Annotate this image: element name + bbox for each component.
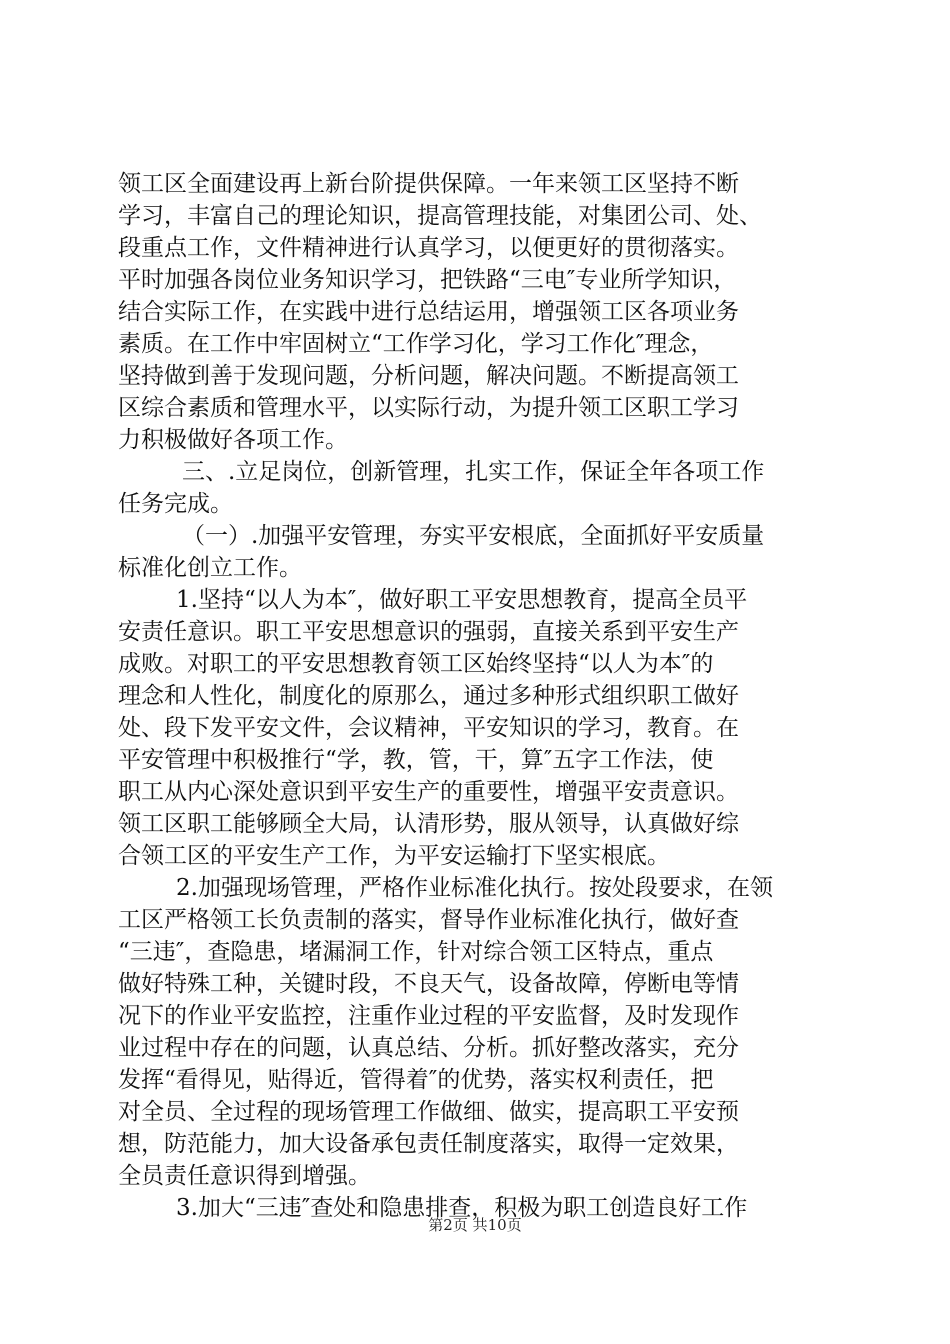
text-line: 安责任意识。职工平安思想意识的强弱，直接关系到平安生产	[118, 619, 739, 645]
text-line: 全员责任意识得到增强。	[118, 1163, 371, 1189]
text-line: 标准化创立工作。	[118, 555, 302, 581]
text-line: 平安管理中积极推行“学，教，管，干，算″五字工作法，使	[118, 747, 714, 773]
paragraph-start: 1.坚持“以人为本″，做好职工平安思想教育，提高全员平	[176, 587, 748, 613]
text-line: 理念和人性化，制度化的原那么，通过多种形式组织职工做好	[118, 683, 739, 709]
text-line: 领工区全面建设再上新台阶提供保障。一年来领工区坚持不断	[118, 171, 739, 197]
text-line: 想，防范能力，加大设备承包责任制度落实，取得一定效果，	[118, 1131, 739, 1157]
text-line: 任务完成。	[118, 491, 233, 517]
text-line: 做好特殊工种，关键时段，不良天气，设备故障，停断电等情	[118, 971, 739, 997]
subsection-heading: （一）.加强平安管理，夯实平安根底，全面抓好平安质量	[182, 523, 765, 549]
text-line: 素质。在工作中牢固树立“工作学习化，学习工作化″理念，	[118, 331, 714, 357]
text-line: 处、段下发平安文件，会议精神，平安知识的学习，教育。在	[118, 715, 739, 741]
text-line: 平时加强各岗位业务知识学习，把铁路“三电″专业所学知识，	[118, 267, 737, 293]
text-line: 段重点工作，文件精神进行认真学习，以便更好的贯彻落实。	[118, 235, 739, 261]
text-line: 职工从内心深处意识到平安生产的重要性，增强平安责意识。	[118, 779, 739, 805]
text-line: 况下的作业平安监控，注重作业过程的平安监督，及时发现作	[118, 1003, 739, 1029]
text-line: 发挥“看得见，贴得近，管得着″的优势，落实权利责任，把	[118, 1067, 714, 1093]
body-text	[118, 168, 848, 1224]
text-line: 成败。对职工的平安思想教育领工区始终坚持“以人为本″的	[118, 651, 714, 677]
paragraph-start: 2.加强现场管理，严格作业标准化执行。按处段要求，在领	[176, 875, 773, 901]
text-line: 力积极做好各项工作。	[118, 427, 348, 453]
paragraph-start: 3.加大“三违″查处和隐患排查，积极为职工创造良好工作	[176, 1195, 748, 1221]
text-line: 工区严格领工长负责制的落实，督导作业标准化执行，做好查	[118, 907, 739, 933]
text-line: 学习，丰富自己的理论知识，提高管理技能，对集团公司、处、	[118, 203, 762, 229]
page-number-footer: 第2页 共10页	[428, 1216, 522, 1234]
text-line: 合领工区的平安生产工作，为平安运输打下坚实根底。	[118, 843, 670, 869]
text-line: 对全员、全过程的现场管理工作做细、做实，提高职工平安预	[118, 1099, 739, 1125]
text-line: “三违″，查隐患，堵漏洞工作，针对综合领工区特点，重点	[118, 939, 714, 965]
section-heading: 三、.立足岗位，创新管理，扎实工作，保证全年各项工作	[182, 459, 765, 485]
text-line: 业过程中存在的问题，认真总结、分析。抓好整改落实，充分	[118, 1035, 739, 1061]
text-line: 区综合素质和管理水平，以实际行动，为提升领工区职工学习	[118, 395, 739, 421]
text-line: 领工区职工能够顾全大局，认清形势，服从领导，认真做好综	[118, 811, 739, 837]
text-line: 结合实际工作，在实践中进行总结运用，增强领工区各项业务	[118, 299, 739, 325]
text-line: 坚持做到善于发现问题，分析问题，解决问题。不断提高领工	[118, 363, 739, 389]
